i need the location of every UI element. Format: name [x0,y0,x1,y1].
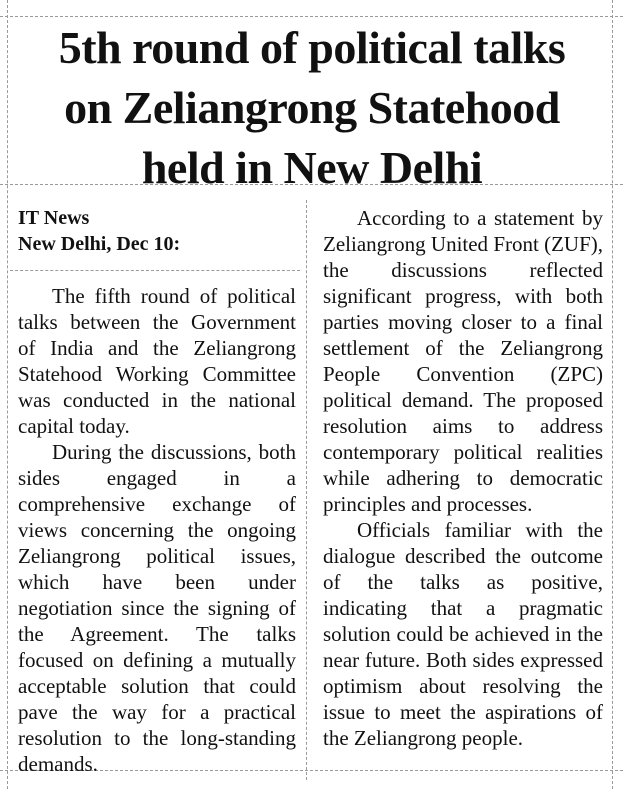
headline-line: on Zeliangrong Statehood [64,82,560,133]
guide-line-right [612,0,613,789]
article-paragraph: The fifth round of political talks between the Government of India and the Zeliangrong Statehood Working Committee was conducted in the national capital today. [18,284,296,438]
guide-line-top [0,16,623,17]
article-column-right [323,205,603,751]
guide-line-left [7,0,8,789]
article-headline [14,18,610,198]
dateline: New Delhi, Dec 10: [18,233,181,255]
article-paragraph: According to a statement by Zeliangrong United Front (ZUF), the discussions reflected significant progress, with both parties moving closer to a final settlement of the Zeliangrong People Convention (ZPC) political demand. The proposed resolution aims to address contemporary political realities while adhering to democratic principles and processes. [323,206,603,516]
article-paragraph: During the discussions, both sides engaged in a comprehensive exchange of views concerning the ongoing Zeliangrong political issues, which have been under negotiation since the signing of the Agreement. The talks focused on defining a mutually acceptable solution that could pave the way for a practical resolution to the long-standing demands. [18,440,296,776]
guide-line-gutter [306,200,307,780]
article-paragraph: Officials familiar with the dialogue described the outcome of the talks as positive, indicating that a pragmatic solution could be achieved in the near future. Both sides expressed optimism about resolving the issue to meet the aspirations of the Zeliangrong people. [323,518,603,750]
headline-line: held in New Delhi [141,142,483,193]
byline-spacer [18,257,296,283]
headline-line: 5th round of political talks [58,22,566,73]
article-column-left [18,205,296,777]
news-source: IT News [18,207,90,229]
